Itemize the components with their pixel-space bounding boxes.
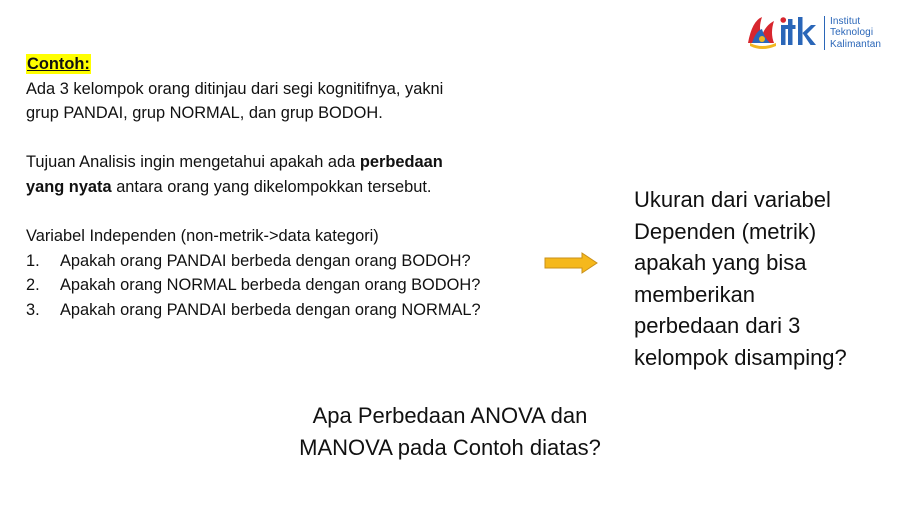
right-arrow-icon	[544, 252, 598, 274]
logo-line-2: Teknologi	[830, 27, 874, 39]
right-question-line: memberikan	[634, 281, 756, 307]
dependent-variable-question	[634, 184, 884, 373]
goal-bold-1: perbedaan	[359, 153, 443, 172]
logo-wordmark	[824, 16, 881, 51]
list-item: 1. Apakah orang PANDAI berbeda dengan orang BODOH?	[26, 251, 471, 270]
goal-bold-2: yang nyata	[26, 177, 112, 196]
goal-line-1: Tujuan Analisis ingin mengetahui apakah ada perbedaan	[26, 153, 443, 172]
right-question-line: perbedaan dari 3	[634, 313, 801, 338]
list-item: 3. Apakah orang PANDAI berbeda dengan orang NORMAL?	[26, 300, 481, 319]
right-question-line: Ukuran dari variabel	[634, 187, 831, 212]
anova-manova-question	[270, 400, 630, 463]
example-heading: Contoh:	[27, 55, 90, 73]
right-question-line: kelompok disamping?	[634, 344, 847, 370]
itk-emblem-icon	[744, 13, 820, 53]
intro-line-2: grup PANDAI, grup NORMAL, dan grup BODOH.	[26, 104, 383, 123]
logo-line-1: Institut	[830, 15, 861, 27]
example-text-block	[26, 52, 546, 323]
right-question-line: apakah yang bisa	[634, 250, 807, 275]
variable-label: Variabel Independen (non-metrik->data kategori)	[26, 227, 379, 246]
question-list	[26, 249, 546, 323]
itk-logo	[744, 10, 881, 56]
intro-line-1: Ada 3 kelompok orang ditinjau dari segi kognitifnya, yakni	[26, 79, 444, 98]
goal-line-2: yang nyata antara orang yang dikelompokkan tersebut.	[26, 177, 432, 196]
list-item: 2. Apakah orang NORMAL berbeda dengan orang BODOH?	[26, 276, 481, 295]
bottom-question-line: MANOVA pada Contoh diatas?	[299, 434, 601, 460]
logo-line-3: Kalimantan	[830, 38, 882, 50]
bottom-question-line: Apa Perbedaan ANOVA dan	[312, 403, 588, 428]
right-question-line: Dependen (metrik)	[634, 218, 817, 244]
